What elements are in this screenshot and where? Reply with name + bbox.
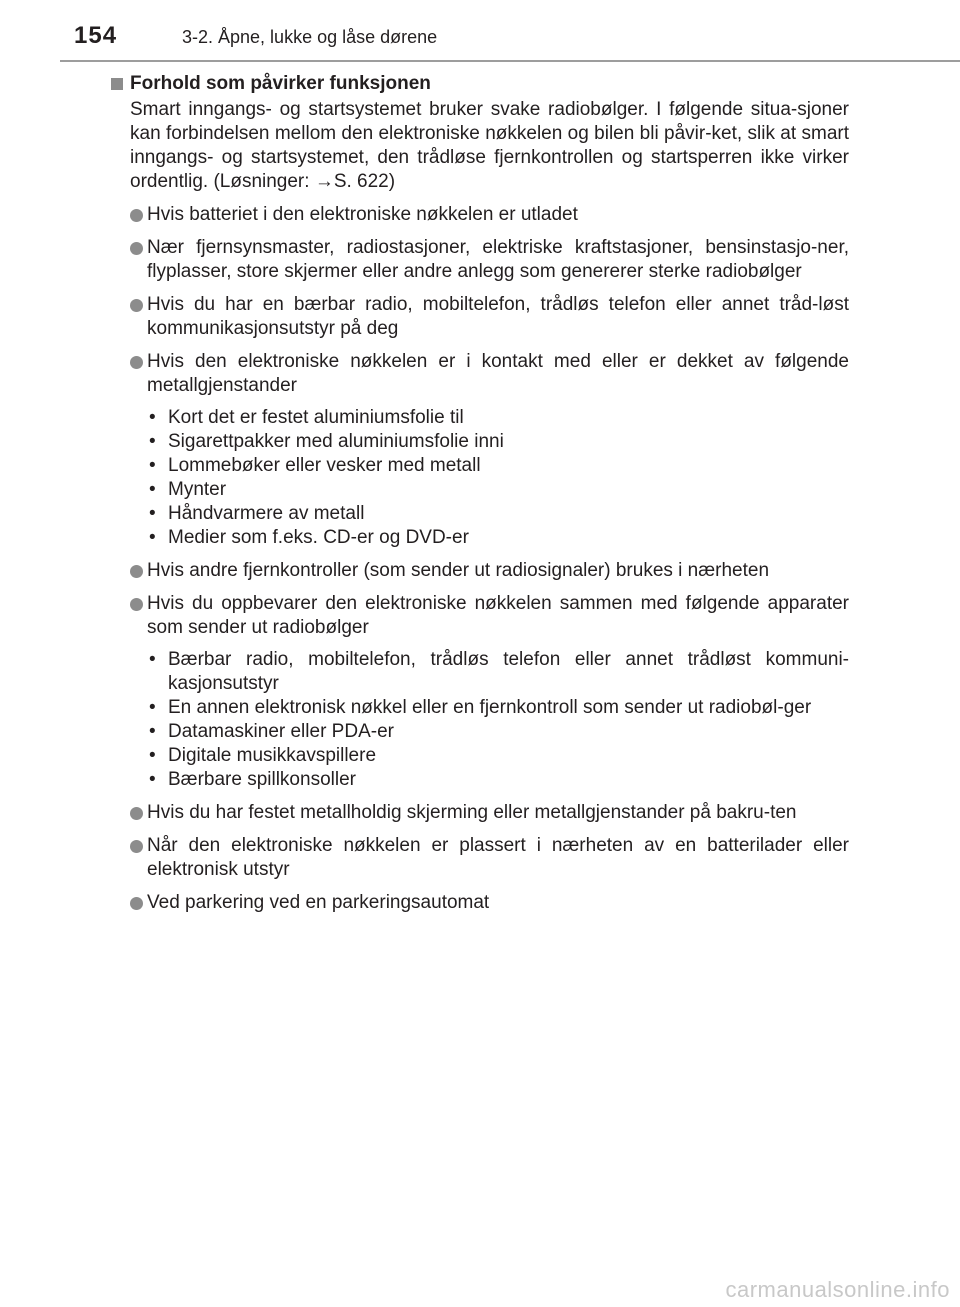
watermark: carmanualsonline.info [725, 1277, 950, 1302]
circle-bullet-icon [130, 356, 143, 369]
header-divider [60, 60, 960, 62]
sub-list-item [147, 406, 849, 430]
sub-list-item [147, 744, 849, 768]
sub-list-item [147, 430, 849, 454]
sub-list-item [147, 768, 849, 792]
circle-bullet-icon [130, 897, 143, 910]
sub-list-item-text: Bærbare spillkonsoller [168, 769, 356, 790]
sub-list-item [147, 478, 849, 502]
circle-bullet-icon [130, 565, 143, 578]
list-item-text: Nær fjernsynsmaster, radiostasjoner, elektriske kraftstasjoner, bensinstasjo-ner, flyplasser, store skjermer eller andre anlegg som genererer sterke radiobølger [147, 237, 849, 282]
sub-list-item-text: Kort det er festet aluminiumsfolie til [168, 407, 464, 428]
page-header [0, 0, 960, 62]
list-item-text: Ved parkering ved en parkeringsautomat [147, 892, 490, 913]
circle-bullet-icon [130, 840, 143, 853]
circle-bullet-icon [130, 299, 143, 312]
sub-list-item [147, 526, 849, 550]
dot-bullet-icon: • [149, 721, 156, 742]
list-item-text: Når den elektroniske nøkkelen er plassert i nærheten av en batterilader eller elektronisk utstyr [147, 835, 849, 880]
list-item-text: Hvis du oppbevarer den elektroniske nøkkelen sammen med følgende apparater som sender ut radiobølger [147, 593, 849, 638]
list-item [130, 293, 849, 341]
sub-list-item [147, 502, 849, 526]
sub-list-item [147, 648, 849, 696]
dot-bullet-icon: • [149, 479, 156, 500]
list-item-text: Hvis andre fjernkontroller (som sender ut radiosignaler) brukes i nærheten [147, 560, 770, 581]
sub-list [147, 406, 849, 550]
dot-bullet-icon: • [149, 431, 156, 452]
sub-list-item [147, 696, 849, 720]
list-item [130, 801, 849, 825]
sub-list [147, 648, 849, 792]
circle-bullet-icon [130, 598, 143, 611]
list-item-text: Hvis du har en bærbar radio, mobiltelefon, trådløs telefon eller annet tråd-løst kommunikasjonsutstyr på deg [147, 294, 849, 339]
sub-list-item [147, 454, 849, 478]
list-item-text: Hvis den elektroniske nøkkelen er i kontakt med eller er dekket av følgende metallgjenstander [147, 351, 849, 396]
square-bullet-icon [111, 78, 123, 90]
dot-bullet-icon: • [149, 745, 156, 766]
sub-list-item-text: Bærbar radio, mobiltelefon, trådløs telefon eller annet trådløst kommuni-kasjonsutstyr [168, 649, 849, 694]
list-item [130, 559, 849, 583]
sub-list-item-text: Datamaskiner eller PDA-er [168, 721, 394, 742]
circle-bullet-icon [130, 807, 143, 820]
section-heading [109, 72, 849, 96]
sub-list-item-text: En annen elektronisk nøkkel eller en fjernkontroll som sender ut radiobøl-ger [168, 697, 812, 718]
sub-list-item-text: Digitale musikkavspillere [168, 745, 377, 766]
list-item [130, 592, 849, 792]
sub-list-item [147, 720, 849, 744]
dot-bullet-icon: • [149, 769, 156, 790]
list-item-text: Hvis batteriet i den elektroniske nøkkelen er utladet [147, 204, 578, 225]
circle-bullet-icon [130, 242, 143, 255]
sub-list-item-text: Medier som f.eks. CD-er og DVD-er [168, 527, 469, 548]
circle-bullet-icon [130, 209, 143, 222]
dot-bullet-icon: • [149, 527, 156, 548]
dot-bullet-icon: • [149, 697, 156, 718]
page-number: 154 [74, 22, 118, 49]
intro-paragraph: Smart inngangs- og startsystemet bruker svake radiobølger. I følgende situa-sjoner kan forbindelsen mellom den elektroniske nøkkelen og bilen bli påvir-ket, slik at smart inngangs- og startsystemet, den trådløse fjernkontrollen og startsperren ikke virker ordentlig. (Løsninger: →S. 622) [130, 99, 849, 192]
condition-list [130, 203, 849, 915]
sub-list-item-text: Sigarettpakker med aluminiumsfolie inni [168, 431, 504, 452]
sub-list-item-text: Lommebøker eller vesker med metall [168, 455, 481, 476]
sub-list-item-text: Mynter [168, 479, 227, 500]
list-item [130, 834, 849, 882]
list-item [130, 236, 849, 284]
section-title: 3-2. Åpne, lukke og låse dørene [182, 27, 438, 47]
sub-list-item-text: Håndvarmere av metall [168, 503, 365, 524]
section-heading-text: Forhold som påvirker funksjonen [130, 73, 431, 94]
list-item [130, 350, 849, 550]
dot-bullet-icon: • [149, 503, 156, 524]
list-item [130, 891, 849, 915]
list-item [130, 203, 849, 227]
dot-bullet-icon: • [149, 407, 156, 428]
dot-bullet-icon: • [149, 649, 156, 670]
page-content [109, 72, 849, 915]
dot-bullet-icon: • [149, 455, 156, 476]
list-item-text: Hvis du har festet metallholdig skjerming eller metallgjenstander på bakru-ten [147, 802, 797, 823]
